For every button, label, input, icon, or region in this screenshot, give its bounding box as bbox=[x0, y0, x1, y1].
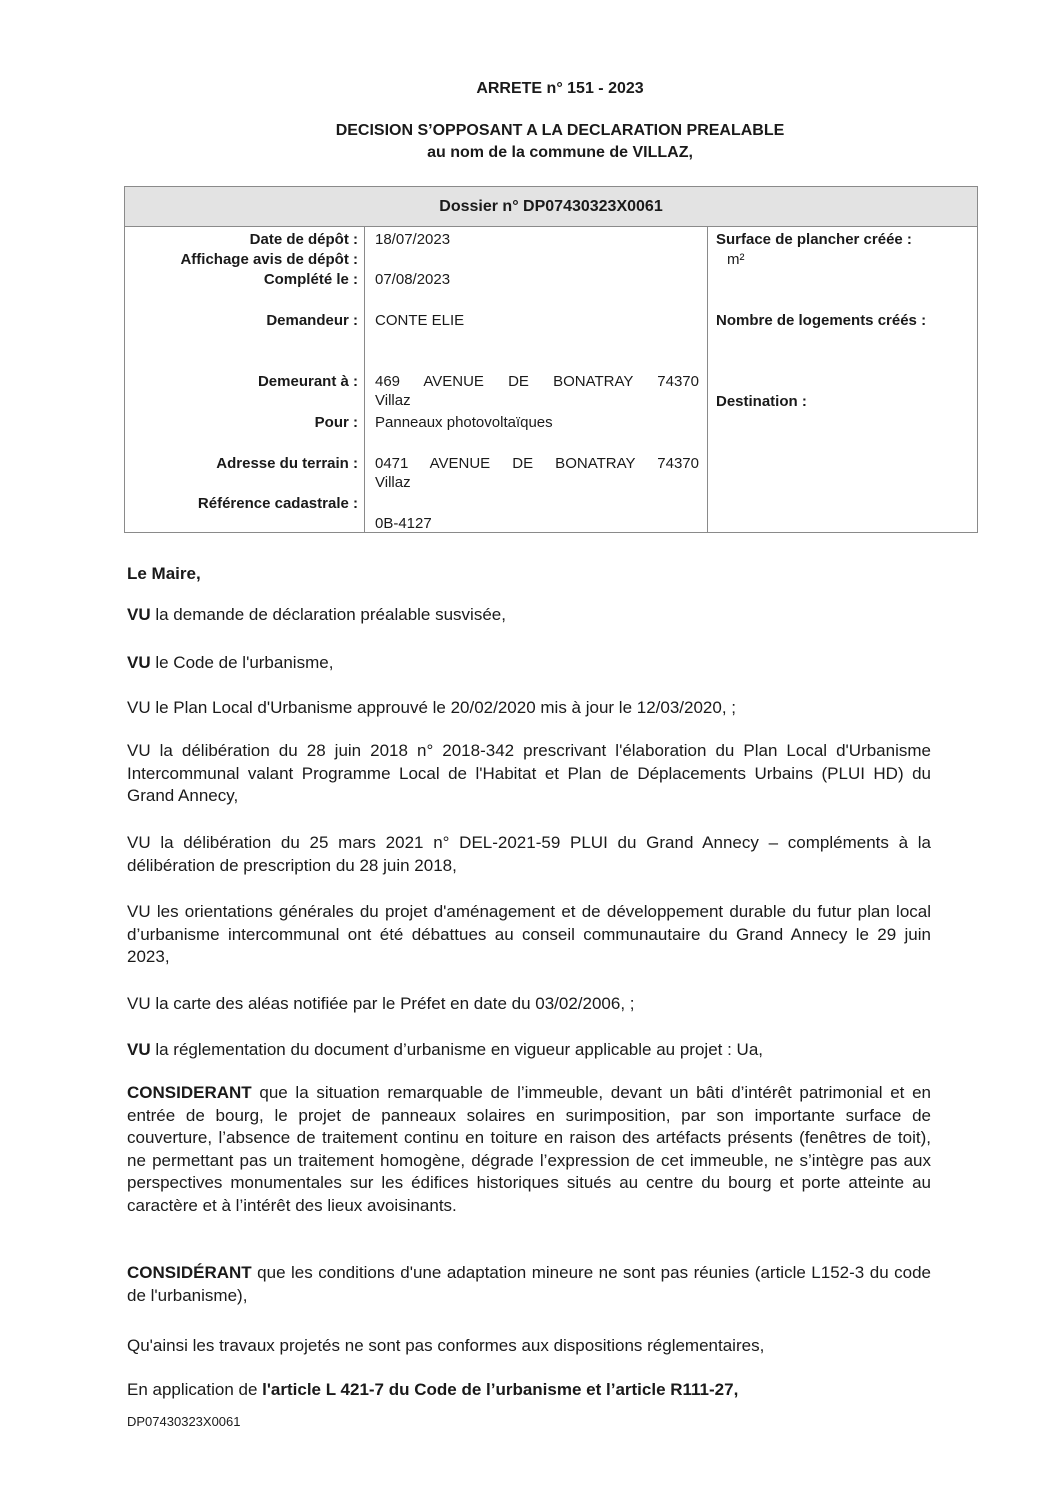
demeurant-city: Villaz bbox=[375, 392, 411, 409]
vu-demande: VU la demande de déclaration préalable susvisée, bbox=[127, 605, 506, 624]
affichage-label: Affichage avis de dépôt : bbox=[180, 251, 358, 268]
demandeur-label: Demandeur : bbox=[266, 312, 358, 329]
labels-column bbox=[125, 187, 358, 532]
complete-label: Complété le : bbox=[263, 271, 358, 288]
commune-line: au nom de la commune de VILLAZ, bbox=[427, 144, 693, 161]
adresse-terrain-value: 0471 AVENUE DE BONATRAY 74370 bbox=[375, 455, 699, 472]
footer-dossier-reference: DP07430323X0061 bbox=[127, 1414, 241, 1429]
vu-deliberation-2018: VU la délibération du 28 juin 2018 n° 2018-342 prescrivant l'élaboration du Plan Local d'Urbanisme Intercommunal valant Programme Local de l'Habitat et Plan de Déplacements Urbains (PLUI HD) du Grand Annecy, bbox=[127, 741, 931, 805]
pour-value: Panneaux photovoltaïques bbox=[375, 414, 553, 431]
destination-label: Destination : bbox=[716, 393, 807, 410]
complete-value: 07/08/2023 bbox=[375, 271, 451, 288]
dossier-table bbox=[124, 186, 978, 533]
vu-plu: VU le Plan Local d'Urbanisme approuvé le 20/02/2020 mis à jour le 12/03/2020, ; bbox=[127, 698, 737, 717]
demeurant-value: 469 AVENUE DE BONATRAY 74370 bbox=[375, 373, 699, 390]
logements-label: Nombre de logements créés : bbox=[716, 312, 927, 329]
le-maire: Le Maire, bbox=[127, 564, 201, 583]
column-divider bbox=[707, 227, 708, 532]
reference-cadastrale-label: Référence cadastrale : bbox=[197, 495, 358, 512]
en-application: En application de l'article L 421-7 du Code de l’urbanisme et l’article R111-27, bbox=[127, 1380, 739, 1399]
pour-label: Pour : bbox=[314, 414, 358, 431]
vu-code-urbanisme: VU le Code de l'urbanisme, bbox=[127, 653, 334, 672]
adresse-terrain-label: Adresse du terrain : bbox=[216, 455, 358, 472]
date-depot-label: Date de dépôt : bbox=[249, 231, 358, 248]
arrete-title: ARRETE n° 151 - 2023 bbox=[476, 80, 644, 97]
vu-carte-aleas: VU la carte des aléas notifiée par le Préfet en date du 03/02/2006, ; bbox=[127, 994, 635, 1013]
considerant-situation: CONSIDERANT que la situation remarquable de l’immeuble, devant un bâti d’intérêt patrimonial et en entrée de bourg, le projet de panneaux solaires en surimposition, par son importante surface de couverture, l’absence de traitement continu en toiture en raison des artéfacts présents (fenêtres de toit), ne permettant pas un traitement homogène, dégrade l’expression de cet immeuble, ne s’intègre pas aux perspectives monumentales sur les édifices historiques situés au centre du bourg et porte atteinte au caractère et à l’intérêt des lieux avoisinants. bbox=[127, 1083, 931, 1215]
vu-orientations-padd: VU les orientations générales du projet d'aménagement et de développement durable du futur plan local d’urbanisme intercommunal ont été débattues au conseil communautaire du Grand Annecy le 29 juin 2023, bbox=[127, 902, 931, 966]
reference-cadastrale-value: 0B-4127 bbox=[375, 515, 432, 532]
vu-deliberation-2021: VU la délibération du 25 mars 2021 n° DEL-2021-59 PLUI du Grand Annecy – compléments à la délibération de prescription du 28 juin 2018, bbox=[127, 833, 931, 875]
dossier-number: Dossier n° DP07430323X0061 bbox=[125, 187, 977, 227]
quainsi-non-conformes: Qu'ainsi les travaux projetés ne sont pas conformes aux dispositions réglementaires, bbox=[127, 1336, 765, 1355]
decision-title: DECISION S’OPPOSANT A LA DECLARATION PREALABLE bbox=[335, 122, 785, 139]
column-divider bbox=[364, 227, 365, 532]
demandeur-value: CONTE ELIE bbox=[375, 312, 465, 329]
considerant-adaptation: CONSIDÉRANT que les conditions d'une adaptation mineure ne sont pas réunies (article L152-3 du code de l'urbanisme), bbox=[127, 1263, 931, 1305]
surface-unit: m² bbox=[727, 251, 745, 268]
demeurant-label: Demeurant à : bbox=[257, 373, 358, 390]
adresse-terrain-city: Villaz bbox=[375, 474, 411, 491]
surface-plancher-label: Surface de plancher créée : bbox=[716, 231, 912, 248]
vu-reglementation: VU la réglementation du document d’urbanisme en vigueur applicable au projet : Ua, bbox=[127, 1040, 763, 1059]
date-depot-value: 18/07/2023 bbox=[375, 231, 451, 248]
